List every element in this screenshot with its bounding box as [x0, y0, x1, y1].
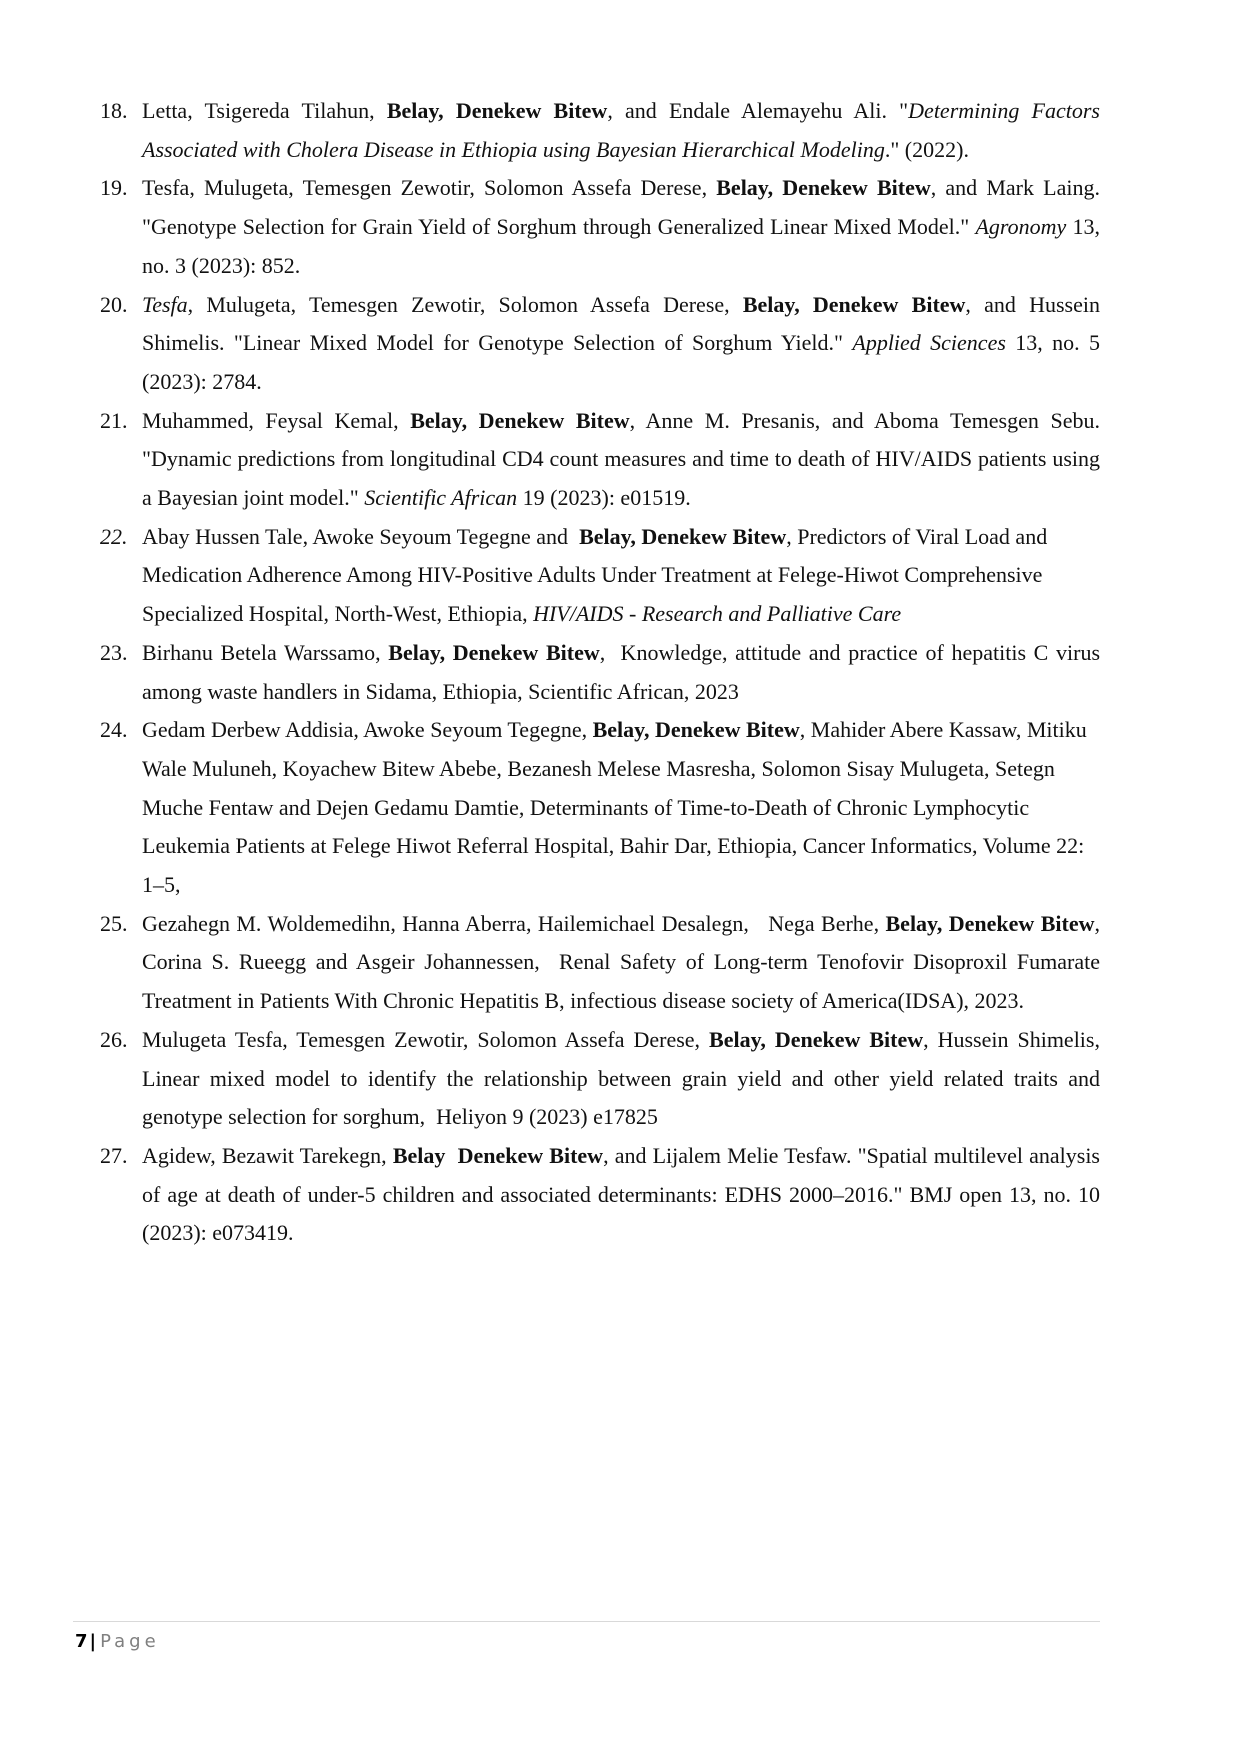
reference-item	[100, 1021, 1111, 1137]
citation-text: Muhammed, Feysal Kemal,	[142, 407, 411, 433]
citation-text: 13, no. 3 (2023): 852.	[142, 214, 1106, 278]
reference-number: 22.	[100, 523, 128, 549]
reference-item	[100, 286, 1106, 402]
reference-item	[100, 711, 1100, 905]
highlighted-author: Belay, Denekew Bitew	[410, 407, 630, 433]
reference-number: 27.	[100, 1142, 128, 1168]
citation-text: , and Hussein Shimelis. "Linear Mixed Model for Genotype Selection of Sorghum Yield."	[142, 291, 1106, 356]
citation-text: Agidew, Bezawit Tarekegn,	[142, 1142, 393, 1168]
citation-text: Mulugeta Tesfa, Temesgen Zewotir, Solomon Assefa Derese,	[142, 1026, 710, 1052]
reference-text	[142, 292, 1106, 394]
footer-divider	[73, 1621, 1100, 1622]
italic-title: Tesfa	[142, 291, 188, 317]
citation-text: Abay Hussen Tale, Awoke Seyoum Tegegne and	[142, 523, 580, 549]
reference-item	[100, 634, 1106, 711]
citation-text: , Mahider Abere Kassaw, Mitiku Wale Muluneh, Koyachew Bitew Abebe, Bezanesh Melese Masresha, Solomon Sisay Mulugeta, Setegn Muche Fentaw and Dejen Gedamu Damtie, Determinants of Time-to-Death of Chronic Lymphocytic Leukemia Patients at Felege Hiwot Referral Hospital, Bahir Dar, Ethiopia, Cancer Informatics, Volume 22: 1–5,	[142, 717, 1092, 898]
citation-text: Letta, Tsigereda Tilahun,	[142, 98, 387, 123]
reference-item	[100, 1137, 1106, 1253]
highlighted-author: Belay, Denekew Bitew	[386, 98, 608, 123]
italic-title: Applied Sciences	[852, 330, 1006, 356]
reference-text	[142, 524, 1053, 626]
page-footer	[75, 1630, 160, 1654]
highlighted-author: Belay, Denekew Bitew	[742, 291, 966, 317]
highlighted-author: Belay, Denekew Bitew	[709, 1026, 924, 1052]
citation-text: 19 (2023): e01519.	[517, 485, 691, 511]
reference-text	[142, 717, 1092, 897]
reference-text	[142, 1027, 1111, 1129]
citation-text: Gedam Derbew Addisia, Awoke Seyoum Tegegne,	[142, 717, 593, 743]
citation-text: , and Mark Laing. "Genotype Selection for Grain Yield of Sorghum through Generalized Linear Mixed Model."	[142, 175, 1106, 240]
reference-item	[100, 169, 1106, 285]
citation-text: Birhanu Betela Warssamo,	[142, 639, 389, 665]
highlighted-author: Belay, Denekew Bitew	[716, 175, 931, 201]
page-label: Page	[100, 1631, 160, 1652]
reference-number: 21.	[100, 407, 128, 433]
reference-list	[100, 92, 1111, 1253]
reference-number: 19.	[100, 175, 128, 201]
highlighted-author: Belay, Denekew Bitew	[885, 910, 1095, 936]
citation-text: 13, no. 5 (2023): 2784.	[142, 330, 1106, 394]
highlighted-author: Belay, Denekew Bitew	[592, 717, 800, 743]
reference-number: 25.	[100, 910, 128, 936]
reference-text	[142, 911, 1111, 1013]
reference-text	[142, 175, 1106, 277]
reference-number: 20.	[100, 291, 128, 317]
italic-title: Determining Factors Associated with Cholera Disease in Ethiopia using Bayesian Hierarchical Modeling	[142, 98, 1106, 162]
citation-text: , Knowledge, attitude and practice of hepatitis C virus among waste handlers in Sidama, Ethiopia, Scientific African, 2023	[142, 639, 1106, 704]
italic-title: Agronomy	[975, 214, 1067, 240]
citation-text: , Corina S. Rueegg and Asgeir Johannessen, Renal Safety of Long-term Tenofovir Disoproxil Fumarate Treatment in Patients With Chronic Hepatitis B, infectious disease society of America(IDSA), 2023.	[142, 910, 1111, 1014]
reference-text	[142, 640, 1106, 704]
citation-text: , Predictors of Viral Load and Medication Adherence Among HIV-Positive Adults Under Treatment at Felege-Hiwot Comprehensive Specialized Hospital, North-West, Ethiopia,	[142, 523, 1053, 627]
italic-title: Scientific African	[364, 485, 518, 511]
citation-text: , Anne M. Presanis, and Aboma Temesgen Sebu. "Dynamic predictions from longitudinal CD4 count measures and time to death of HIV/AIDS patients using a Bayesian joint model."	[142, 407, 1106, 511]
reference-item	[100, 518, 1100, 634]
highlighted-author: Belay, Denekew Bitew	[388, 639, 600, 665]
citation-text: ." (2022).	[884, 136, 969, 162]
reference-number: 24.	[100, 717, 128, 743]
citation-text: Tesfa, Mulugeta, Temesgen Zewotir, Solomon Assefa Derese,	[142, 175, 717, 201]
highlighted-author: Belay Denekew Bitew	[392, 1142, 604, 1168]
reference-number: 26.	[100, 1026, 128, 1052]
footer-separator: |	[89, 1631, 97, 1652]
reference-number: 23.	[100, 639, 128, 665]
page-number: 7	[75, 1631, 88, 1652]
citation-text: , Hussein Shimelis, Linear mixed model to identify the relationship between grain yield and other yield related traits and genotype selection for sorghum, Heliyon 9 (2023) e17825	[142, 1026, 1111, 1130]
reference-text	[142, 98, 1105, 162]
highlighted-author: Belay, Denekew Bitew	[579, 523, 787, 549]
reference-text	[142, 1143, 1106, 1245]
citation-text: Gezahegn M. Woldemedihn, Hanna Aberra, Hailemichael Desalegn, Nega Berhe,	[142, 910, 886, 936]
citation-text: , and Lijalem Melie Tesfaw. "Spatial multilevel analysis of age at death of under-5 children and associated determinants: EDHS 2000–2016." BMJ open 13, no. 10 (2023): e073419.	[142, 1142, 1106, 1246]
citation-text: , and Endale Alemayehu Ali. "	[607, 98, 909, 123]
reference-item	[100, 905, 1111, 1021]
reference-text	[142, 408, 1106, 510]
citation-text: , Mulugeta, Temesgen Zewotir, Solomon Assefa Derese,	[187, 291, 743, 317]
reference-item	[100, 402, 1106, 518]
reference-item	[100, 92, 1106, 169]
italic-title: HIV/AIDS - Research and Palliative Care	[533, 601, 902, 627]
reference-number: 18.	[100, 98, 128, 123]
